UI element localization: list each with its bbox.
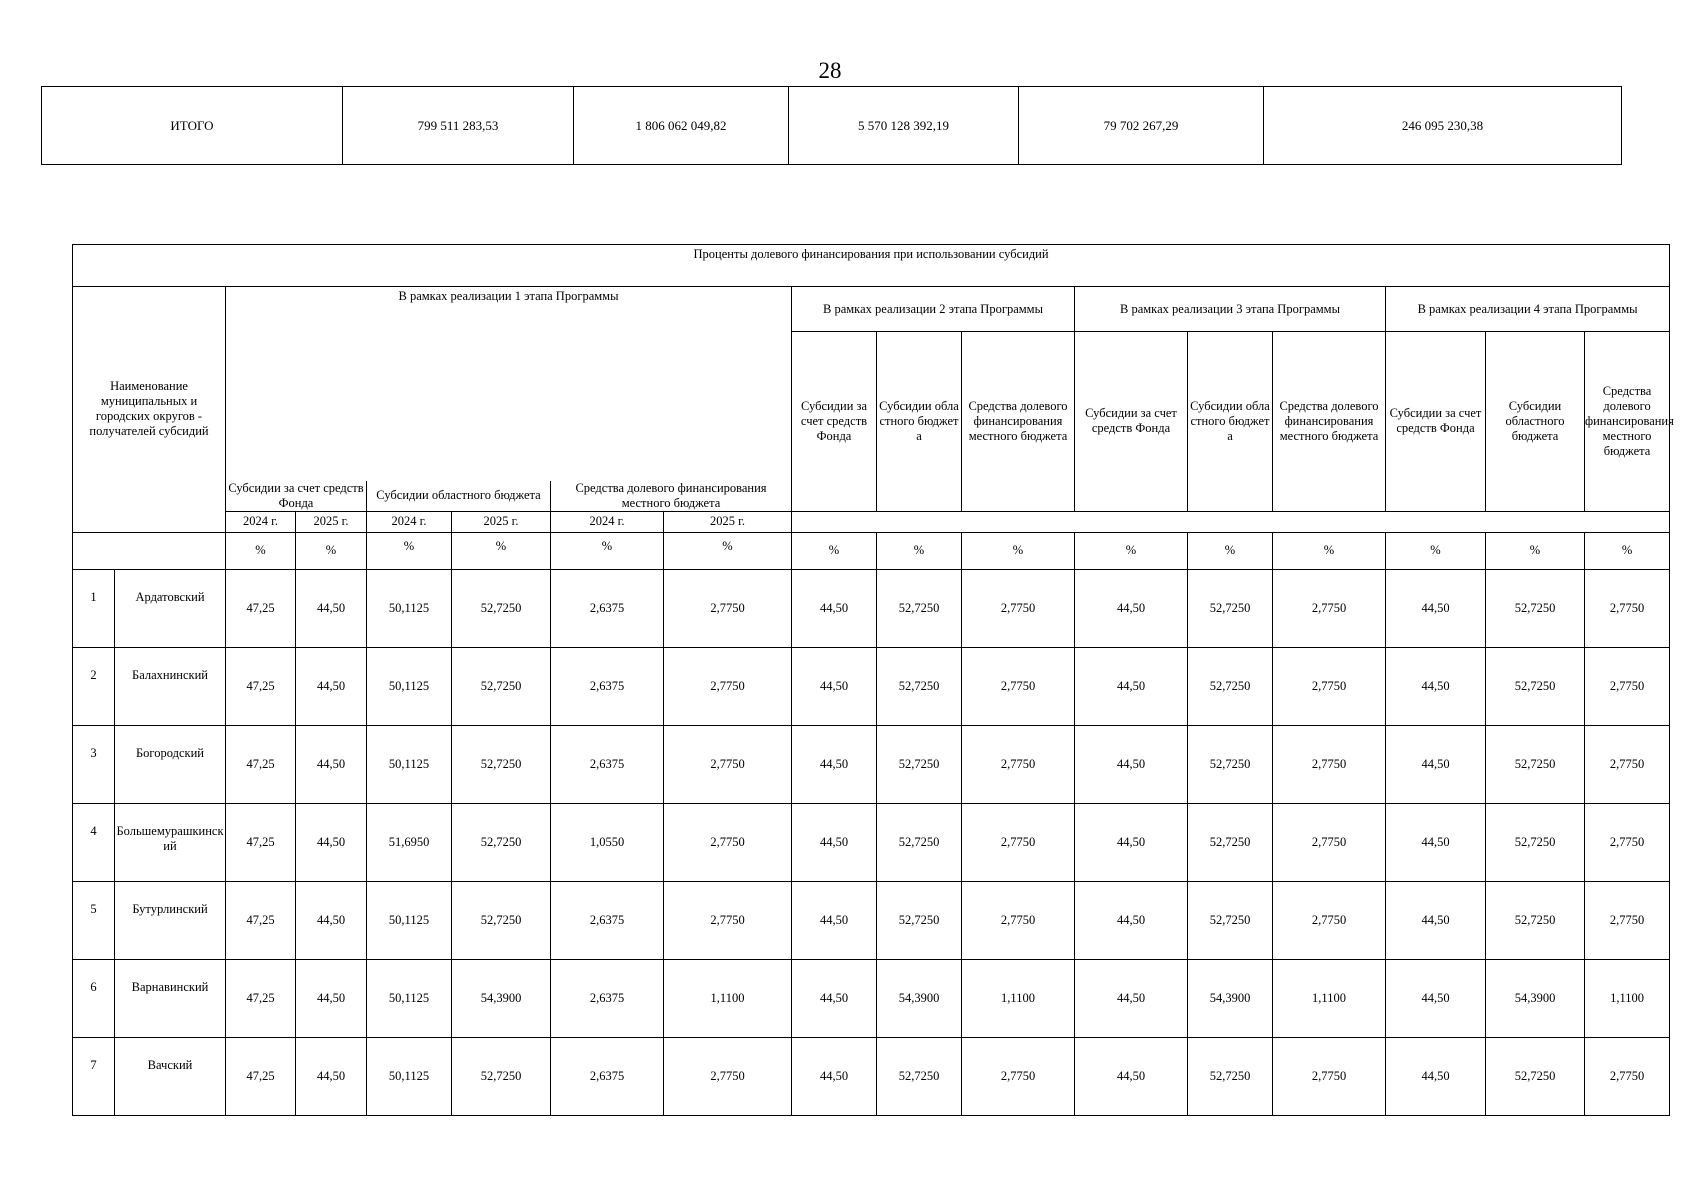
- row-number: 1: [73, 569, 115, 647]
- total-value: 1 806 062 049,82: [574, 87, 789, 165]
- municipality-name: Ардатовский: [115, 569, 226, 647]
- stage-1-regional-header: Субсидии областного бюджета: [367, 481, 551, 512]
- total-value: 799 511 283,53: [343, 87, 574, 165]
- percent-cell: 52,7250: [452, 725, 551, 803]
- row-number: 7: [73, 1037, 115, 1115]
- percent-cell: 50,1125: [367, 569, 452, 647]
- unit-cell: %: [877, 532, 962, 569]
- stage-1-header: В рамках реализации 1 этапа Программы: [226, 287, 792, 481]
- stage-2-regional-header: Субсидии областного бюджета: [877, 332, 962, 512]
- percent-cell: 2,7750: [1585, 881, 1670, 959]
- percent-cell: 1,1100: [1585, 959, 1670, 1037]
- percent-cell: 44,50: [792, 725, 877, 803]
- percent-cell: 1,0550: [551, 803, 664, 881]
- percent-cell: 2,6375: [551, 881, 664, 959]
- percent-cell: 47,25: [226, 725, 296, 803]
- percent-cell: 2,6375: [551, 569, 664, 647]
- percent-cell: 47,25: [226, 1037, 296, 1115]
- unit-cell: %: [367, 532, 452, 569]
- municipality-name: Богородский: [115, 725, 226, 803]
- municipality-name: Бутурлинский: [115, 881, 226, 959]
- year-header: 2025 г.: [664, 511, 792, 532]
- stage-1-fund-header: Субсидии за счет средств Фонда: [226, 481, 367, 512]
- table-row: [73, 725, 1670, 803]
- percent-cell: 44,50: [792, 647, 877, 725]
- percent-cell: 50,1125: [367, 647, 452, 725]
- table-row: [73, 959, 1670, 1037]
- stage-4-fund-header: Субсидии за счет средств Фонда: [1386, 332, 1486, 512]
- percent-cell: 44,50: [792, 881, 877, 959]
- percent-cell: 44,50: [296, 803, 367, 881]
- unit-cell: %: [792, 532, 877, 569]
- percent-cell: 2,7750: [664, 1037, 792, 1115]
- percent-cell: 50,1125: [367, 1037, 452, 1115]
- stage-4-local-header: Средства долевого финансирования местного бюджета: [1585, 332, 1670, 512]
- percent-cell: 44,50: [1386, 569, 1486, 647]
- percent-cell: 2,7750: [1273, 803, 1386, 881]
- totals-label: ИТОГО: [42, 87, 343, 165]
- percent-cell: 2,7750: [664, 803, 792, 881]
- percent-cell: 52,7250: [1188, 881, 1273, 959]
- percent-cell: 54,3900: [877, 959, 962, 1037]
- percent-cell: 47,25: [226, 803, 296, 881]
- stage-3-regional-header: Субсидии областного бюджета: [1188, 332, 1273, 512]
- percent-cell: 52,7250: [452, 1037, 551, 1115]
- totals-row: [42, 87, 1622, 165]
- percent-cell: 2,6375: [551, 725, 664, 803]
- percent-cell: 44,50: [1075, 725, 1188, 803]
- percent-cell: 44,50: [296, 959, 367, 1037]
- cofinancing-percent-table: [72, 244, 1674, 1116]
- percent-cell: 47,25: [226, 959, 296, 1037]
- table-row: [73, 1037, 1670, 1115]
- percent-cell: 52,7250: [452, 569, 551, 647]
- percent-cell: 2,7750: [664, 725, 792, 803]
- percent-cell: 2,7750: [1585, 647, 1670, 725]
- percent-cell: 52,7250: [877, 725, 962, 803]
- percent-cell: 44,50: [1386, 647, 1486, 725]
- percent-cell: 2,7750: [1273, 1037, 1386, 1115]
- percent-cell: 52,7250: [452, 881, 551, 959]
- percent-cell: 52,7250: [877, 647, 962, 725]
- percent-cell: 2,7750: [664, 569, 792, 647]
- municipality-name: Варнавинский: [115, 959, 226, 1037]
- total-value: 246 095 230,38: [1264, 87, 1622, 165]
- percent-cell: 51,6950: [367, 803, 452, 881]
- percent-cell: 1,1100: [962, 959, 1075, 1037]
- percent-cell: 2,7750: [1585, 725, 1670, 803]
- name-column-header: Наименование муниципальных и городских округов - получателей субсидий: [73, 287, 226, 533]
- percent-cell: 1,1100: [664, 959, 792, 1037]
- percent-cell: 44,50: [1075, 881, 1188, 959]
- stage-3-header: В рамках реализации 3 этапа Программы: [1075, 287, 1386, 332]
- unit-cell: %: [1386, 532, 1486, 569]
- percent-cell: 50,1125: [367, 725, 452, 803]
- stage-3-local-header: Средства долевого финансирования местного бюджета: [1273, 332, 1386, 512]
- percent-cell: 52,7250: [877, 1037, 962, 1115]
- year-header: 2024 г.: [551, 511, 664, 532]
- percent-cell: 44,50: [1386, 1037, 1486, 1115]
- percent-cell: 2,6375: [551, 1037, 664, 1115]
- table-title: Проценты долевого финансирования при использовании субсидий: [73, 245, 1670, 287]
- year-header: 2024 г.: [226, 511, 296, 532]
- year-header: 2024 г.: [367, 511, 452, 532]
- percent-cell: 47,25: [226, 647, 296, 725]
- unit-cell: %: [1585, 532, 1670, 569]
- percent-cell: 50,1125: [367, 959, 452, 1037]
- table-row: [73, 647, 1670, 725]
- stage-2-local-header: Средства долевого финансирования местного бюджета: [962, 332, 1075, 512]
- unit-cell: %: [1188, 532, 1273, 569]
- percent-cell: 44,50: [1075, 1037, 1188, 1115]
- percent-cell: 44,50: [1386, 725, 1486, 803]
- percent-cell: 52,7250: [1188, 1037, 1273, 1115]
- unit-cell: %: [1075, 532, 1188, 569]
- percent-cell: 52,7250: [877, 569, 962, 647]
- percent-cell: 54,3900: [1188, 959, 1273, 1037]
- percent-cell: 44,50: [296, 725, 367, 803]
- percent-cell: 44,50: [792, 1037, 877, 1115]
- percent-cell: 2,7750: [962, 647, 1075, 725]
- percent-cell: 54,3900: [1486, 959, 1585, 1037]
- percent-cell: 2,7750: [1273, 881, 1386, 959]
- row-number: 4: [73, 803, 115, 881]
- totals-table: [41, 86, 1622, 165]
- unit-row: [73, 532, 1670, 569]
- percent-cell: 44,50: [296, 647, 367, 725]
- percent-cell: 52,7250: [1188, 569, 1273, 647]
- percent-cell: 1,1100: [1273, 959, 1386, 1037]
- municipality-name: Вачский: [115, 1037, 226, 1115]
- percent-cell: 2,7750: [962, 881, 1075, 959]
- percent-cell: 52,7250: [1188, 647, 1273, 725]
- unit-cell: %: [664, 532, 792, 569]
- percent-cell: 44,50: [1075, 803, 1188, 881]
- percent-cell: 44,50: [1386, 881, 1486, 959]
- percent-cell: 44,50: [1075, 959, 1188, 1037]
- total-value: 5 570 128 392,19: [789, 87, 1019, 165]
- unit-cell: %: [551, 532, 664, 569]
- percent-cell: 2,7750: [962, 803, 1075, 881]
- percent-cell: 52,7250: [877, 881, 962, 959]
- percent-cell: 2,7750: [962, 1037, 1075, 1115]
- stage-2-header: В рамках реализации 2 этапа Программы: [792, 287, 1075, 332]
- percent-cell: 2,7750: [664, 647, 792, 725]
- stage-4-regional-header: Субсидии областного бюджета: [1486, 332, 1585, 512]
- percent-cell: 52,7250: [1486, 569, 1585, 647]
- percent-cell: 52,7250: [1486, 803, 1585, 881]
- table-row: [73, 881, 1670, 959]
- stage-3-fund-header: Субсидии за счет средств Фонда: [1075, 332, 1188, 512]
- year-header: 2025 г.: [452, 511, 551, 532]
- percent-cell: 2,6375: [551, 959, 664, 1037]
- unit-cell: %: [296, 532, 367, 569]
- percent-cell: 2,7750: [1273, 647, 1386, 725]
- percent-cell: 52,7250: [452, 647, 551, 725]
- page-number: 28: [818, 58, 842, 83]
- unit-cell: %: [452, 532, 551, 569]
- percent-cell: 52,7250: [452, 803, 551, 881]
- percent-cell: 47,25: [226, 569, 296, 647]
- percent-cell: 44,50: [792, 569, 877, 647]
- percent-cell: 44,50: [1386, 803, 1486, 881]
- percent-cell: 44,50: [1386, 959, 1486, 1037]
- percent-cell: 2,7750: [962, 569, 1075, 647]
- percent-cell: 52,7250: [877, 803, 962, 881]
- percent-cell: 44,50: [296, 1037, 367, 1115]
- percent-cell: 52,7250: [1486, 725, 1585, 803]
- percent-cell: 52,7250: [1486, 647, 1585, 725]
- percent-cell: 52,7250: [1486, 881, 1585, 959]
- percent-cell: 52,7250: [1486, 1037, 1585, 1115]
- percent-cell: 2,7750: [962, 725, 1075, 803]
- stage-4-header: В рамках реализации 4 этапа Программы: [1386, 287, 1670, 332]
- percent-cell: 47,25: [226, 881, 296, 959]
- percent-cell: 44,50: [296, 569, 367, 647]
- unit-cell: %: [962, 532, 1075, 569]
- percent-cell: 52,7250: [1188, 803, 1273, 881]
- percent-cell: 2,7750: [1273, 569, 1386, 647]
- percent-cell: 2,7750: [664, 881, 792, 959]
- municipality-name: Балахнинский: [115, 647, 226, 725]
- percent-cell: 54,3900: [452, 959, 551, 1037]
- row-number: 2: [73, 647, 115, 725]
- percent-cell: 2,7750: [1585, 803, 1670, 881]
- row-number: 6: [73, 959, 115, 1037]
- table-row: [73, 569, 1670, 647]
- percent-cell: 2,7750: [1585, 569, 1670, 647]
- percent-cell: 44,50: [792, 803, 877, 881]
- percent-cell: 2,6375: [551, 647, 664, 725]
- municipality-name: Большемурашкинский: [115, 803, 226, 881]
- percent-cell: 52,7250: [1188, 725, 1273, 803]
- year-header: 2025 г.: [296, 511, 367, 532]
- unit-cell: %: [226, 532, 296, 569]
- percent-cell: 50,1125: [367, 881, 452, 959]
- percent-cell: 44,50: [296, 881, 367, 959]
- row-number: 3: [73, 725, 115, 803]
- percent-cell: 44,50: [1075, 647, 1188, 725]
- unit-cell: %: [1273, 532, 1386, 569]
- table-row: [73, 803, 1670, 881]
- unit-cell: %: [1486, 532, 1585, 569]
- percent-cell: 44,50: [1075, 569, 1188, 647]
- stage-1-local-header: Средства долевого финансирования местного бюджета: [551, 481, 792, 512]
- percent-cell: 2,7750: [1273, 725, 1386, 803]
- total-value: 79 702 267,29: [1019, 87, 1264, 165]
- row-number: 5: [73, 881, 115, 959]
- stage-2-fund-header: Субсидии за счет средств Фонда: [792, 332, 877, 512]
- percent-cell: 2,7750: [1585, 1037, 1670, 1115]
- percent-cell: 44,50: [792, 959, 877, 1037]
